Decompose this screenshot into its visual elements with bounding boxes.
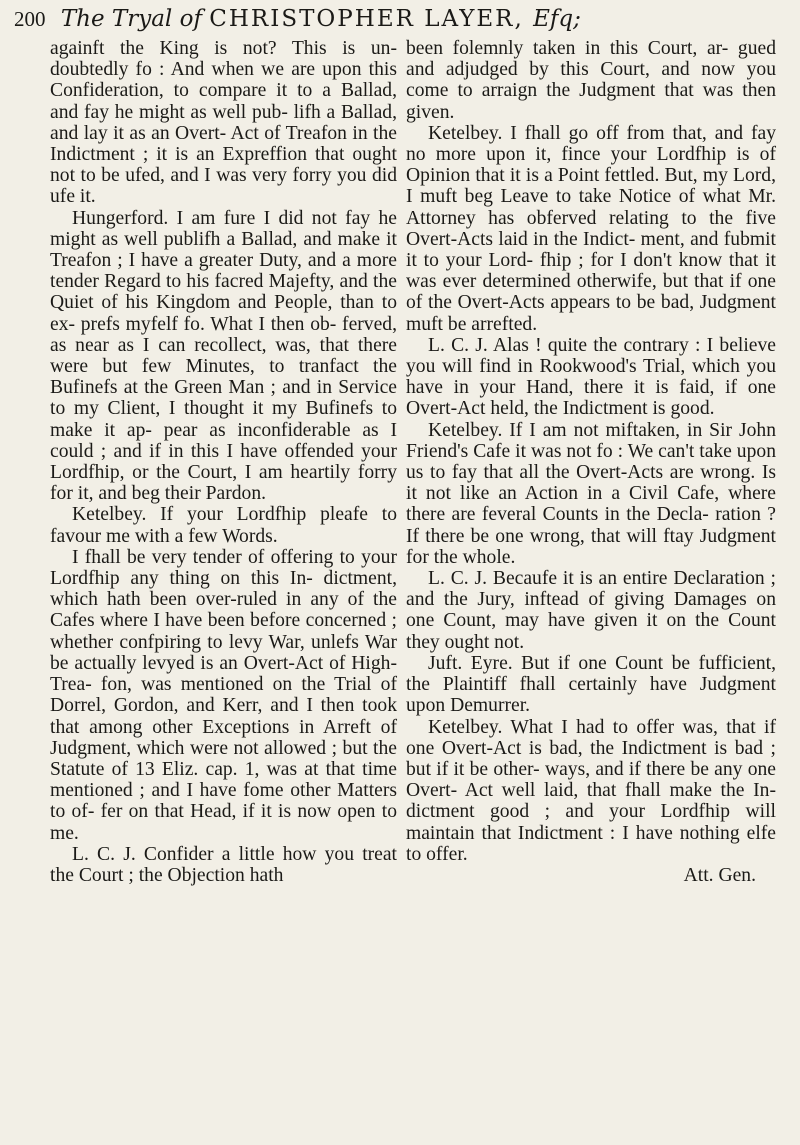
header-title-caps: CHRISTOPHER LAYER,	[209, 6, 534, 32]
paragraph: Hungerford. I am fure I did not fay he might as well publifh a Ballad, and make it Treafon ; I have a greater Duty, and a more tender Regard to his facred Majefty, and the Quiet of his Kingdom and People, than to ex- prefs myfelf fo. What I then ob- ferved, as near as I can recollect, was, that there were but few Minutes, to tranfact the Bufinefs at the Green Man ; and in Service to my Client, I thought it my Bufinefs to make it ap- pear as inconfiderable as I could ; and if in this I have offended your Lordfhip, or the Court, I am heartily forry for it, and beg their Pardon.	[50, 207, 397, 505]
paragraph: againft the King is not? This is un- doubtedly fo : And when we are upon this Confideration, to compare it to a Ballad, and fay he might as well pub- lifh a Ballad, and lay it as an Overt- Act of Treafon in the Indictment ; it is an Expreffion that ought not to be ufed, and I was very forry you did ufe it.	[50, 38, 397, 208]
right-column	[406, 38, 776, 886]
paragraph: Ketelbey. If I am not miftaken, in Sir John Friend's Cafe it was not fo : We can't take upon us to fay that all the Overt-Acts are wrong. Is it not like an Action in a Civil Cafe, where there are feveral Counts in the Decla- ration ? If there be one wrong, that will ftay Judgment for the whole.	[406, 419, 776, 568]
paragraph: Ketelbey. I fhall go off from that, and fay no more upon it, fince your Lordfhip is of Opinion that it is a Point fettled. But, my Lord, I muft beg Leave to take Notice of what Mr. Attorney has obferved relating to the five Overt-Acts laid in the Indict- ment, and fubmit it to your Lord- fhip ; for I don't know that it was ever determined otherwife, but that if one of the Overt-Acts appears to be bad, Judgment muft be arrefted.	[406, 122, 776, 335]
paragraph: been folemnly taken in this Court, ar- gued and adjudged by this Court, and now you come to arraign the Judgment that was then given.	[406, 38, 776, 123]
paragraph: L. C. J. Alas ! quite the contrary : I believe you will find in Rookwood's Trial, which you have in your Hand, there it is faid, if one Overt-Act held, the Indictment is good.	[406, 334, 776, 420]
paragraph: Ketelbey. If your Lordfhip pleafe to favour me with a few Words.	[50, 504, 397, 547]
paragraph: I fhall be very tender of offering to your Lordfhip any thing on this In- dictment, which hath been over-ruled in any of the Cafes where I have been before concerned ; whether confpiring to levy War, unlefs War be actually levyed is an Overt-Act of High-Trea- fon, was mentioned on the Trial of Dorrel, Gordon, and Kerr, and I then took that among other Exceptions in Arreft of Judgment, which were not allowed ; but the Statute of 13 Eliz. cap. 1, was at that time mentioned ; and I have fome other Matters to of- fer on that Head, if it is now open to me.	[50, 546, 397, 844]
running-header	[14, 2, 790, 36]
page-number: 200	[14, 7, 46, 31]
paragraph: Juft. Eyre. But if one Count be fufficient, the Plaintiff fhall certainly have Judgment upon Demurrer.	[406, 652, 776, 717]
header-title-italic: The Tryal of	[60, 6, 202, 32]
left-column	[50, 38, 397, 886]
paragraph: Ketelbey. What I had to offer was, that if one Overt-Act is bad, the Indictment is bad ; but if it be other- ways, and if there be any one Overt- Act well laid, that fhall make the In- dictment good ; and your Lordfhip will maintain that Indictment : I have nothing elfe to offer.	[406, 716, 776, 865]
paragraph: L. C. J. Becaufe it is an entire Declaration ; and the Jury, inftead of giving Damages on one Count, may have given it on the Count they ought not.	[406, 568, 776, 653]
catchword: Att. Gen.	[683, 864, 756, 886]
header-title-end: Efq;	[533, 6, 581, 32]
paragraph: L. C. J. Confider a little how you treat the Court ; the Objection hath	[50, 843, 397, 886]
